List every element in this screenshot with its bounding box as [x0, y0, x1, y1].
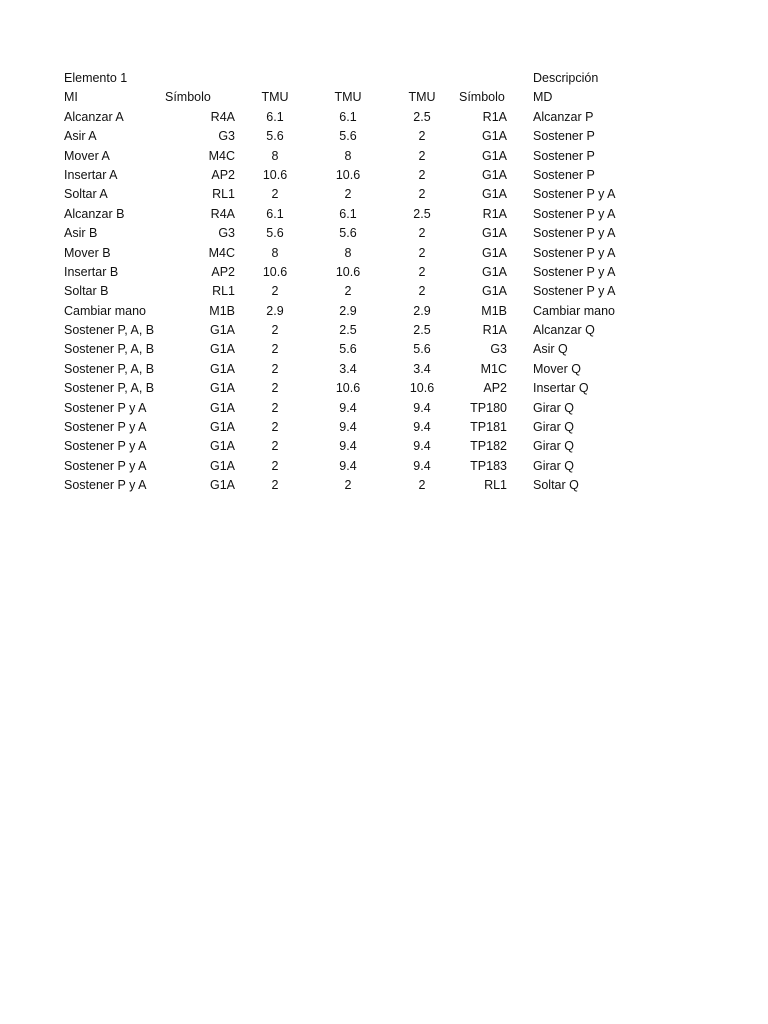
cell-md: Sostener P: [533, 129, 595, 144]
table-row: [0, 476, 768, 495]
title-row: [0, 69, 768, 88]
cell-md: Sostener P y A: [533, 187, 616, 202]
cell-tmu-2: 9.4: [339, 439, 357, 454]
table-row: [0, 379, 768, 398]
cell-mi: Sostener P y A: [64, 400, 147, 415]
cell-tmu-3: 9.4: [413, 420, 431, 435]
cell-tmu-1: 2: [271, 439, 279, 454]
cell-tmu-2: 5.6: [339, 226, 357, 241]
cell-tmu-2: 2.9: [339, 303, 357, 318]
cell-simbolo-2: TP183: [470, 458, 507, 473]
cell-tmu-2: 5.6: [339, 129, 357, 144]
cell-simbolo-2: R1A: [482, 323, 507, 338]
cell-simbolo-2: G3: [490, 342, 507, 357]
table-body: [0, 108, 768, 496]
cell-simbolo: G3: [218, 129, 235, 144]
cell-tmu-1: 2: [271, 458, 279, 473]
cell-simbolo: M1B: [209, 303, 235, 318]
cell-tmu-1: 2: [271, 284, 279, 299]
cell-tmu-2: 8: [344, 245, 352, 260]
cell-simbolo: AP2: [211, 264, 235, 279]
cell-tmu-1: 5.6: [266, 226, 284, 241]
cell-simbolo-2: R1A: [482, 206, 507, 221]
cell-md: Sostener P y A: [533, 206, 616, 221]
cell-tmu-2: 10.6: [335, 264, 361, 279]
cell-md: Alcanzar Q: [533, 323, 595, 338]
cell-simbolo: G1A: [209, 361, 235, 376]
header-simbolo: Símbolo: [165, 90, 211, 105]
cell-mi: Mover A: [64, 148, 110, 163]
cell-tmu-3: 9.4: [413, 458, 431, 473]
cell-tmu-3: 3.4: [413, 361, 431, 376]
cell-tmu-2: 6.1: [339, 206, 357, 221]
header-tmu-2: TMU: [334, 90, 362, 105]
cell-tmu-2: 10.6: [335, 167, 361, 182]
cell-md: Sostener P y A: [533, 245, 616, 260]
cell-md: Soltar Q: [533, 478, 579, 493]
cell-tmu-2: 9.4: [339, 420, 357, 435]
table-row: [0, 437, 768, 456]
table-row: [0, 418, 768, 437]
header-md: MD: [533, 90, 553, 105]
cell-simbolo-2: G1A: [481, 148, 507, 163]
cell-simbolo-2: TP182: [470, 439, 507, 454]
table-row: [0, 127, 768, 146]
cell-md: Insertar Q: [533, 381, 589, 396]
cell-simbolo-2: AP2: [483, 381, 507, 396]
cell-mi: Alcanzar B: [64, 206, 125, 221]
cell-md: Girar Q: [533, 420, 574, 435]
cell-mi: Asir B: [64, 226, 98, 241]
cell-simbolo: R4A: [210, 109, 235, 124]
cell-mi: Soltar A: [64, 187, 108, 202]
header-simbolo-2: Símbolo: [459, 90, 505, 105]
cell-simbolo: M4C: [208, 148, 235, 163]
cell-tmu-3: 2: [418, 226, 426, 241]
cell-simbolo-2: G1A: [481, 129, 507, 144]
cell-simbolo: G1A: [209, 458, 235, 473]
cell-tmu-2: 8: [344, 148, 352, 163]
cell-tmu-2: 2: [344, 478, 352, 493]
cell-mi: Sostener P y A: [64, 478, 147, 493]
header-row: [0, 88, 768, 107]
cell-tmu-1: 2: [271, 187, 279, 202]
cell-simbolo: RL1: [212, 187, 235, 202]
cell-tmu-3: 2.5: [413, 206, 431, 221]
cell-tmu-1: 5.6: [266, 129, 284, 144]
cell-md: Girar Q: [533, 400, 574, 415]
cell-simbolo-2: G1A: [481, 167, 507, 182]
cell-tmu-3: 9.4: [413, 400, 431, 415]
cell-tmu-3: 5.6: [413, 342, 431, 357]
cell-simbolo: R4A: [210, 206, 235, 221]
cell-tmu-2: 10.6: [335, 381, 361, 396]
cell-simbolo-2: G1A: [481, 264, 507, 279]
cell-tmu-1: 2: [271, 478, 279, 493]
cell-tmu-1: 2: [271, 420, 279, 435]
cell-mi: Alcanzar A: [64, 109, 124, 124]
cell-tmu-3: 2: [418, 167, 426, 182]
cell-md: Girar Q: [533, 458, 574, 473]
cell-tmu-1: 6.1: [266, 109, 284, 124]
cell-mi: Sostener P y A: [64, 439, 147, 454]
cell-tmu-3: 2: [418, 284, 426, 299]
cell-tmu-2: 5.6: [339, 342, 357, 357]
cell-simbolo: G1A: [209, 478, 235, 493]
cell-simbolo-2: R1A: [482, 109, 507, 124]
cell-mi: Mover B: [64, 245, 111, 260]
cell-simbolo-2: G1A: [481, 245, 507, 260]
cell-tmu-2: 6.1: [339, 109, 357, 124]
cell-tmu-1: 2: [271, 361, 279, 376]
cell-md: Mover Q: [533, 361, 581, 376]
cell-tmu-2: 3.4: [339, 361, 357, 376]
cell-simbolo-2: RL1: [484, 478, 507, 493]
cell-md: Sostener P y A: [533, 264, 616, 279]
cell-md: Sostener P: [533, 148, 595, 163]
cell-md: Sostener P y A: [533, 226, 616, 241]
table-row: [0, 108, 768, 127]
cell-mi: Cambiar mano: [64, 303, 146, 318]
cell-tmu-1: 8: [271, 245, 279, 260]
cell-simbolo-2: M1B: [481, 303, 507, 318]
table-row: [0, 244, 768, 263]
cell-md: Cambiar mano: [533, 303, 615, 318]
cell-simbolo-2: M1C: [480, 361, 507, 376]
cell-tmu-1: 10.6: [262, 264, 288, 279]
cell-mi: Sostener P, A, B: [64, 381, 155, 396]
cell-tmu-1: 6.1: [266, 206, 284, 221]
cell-simbolo-2: G1A: [481, 187, 507, 202]
cell-tmu-1: 2: [271, 400, 279, 415]
table-row: [0, 224, 768, 243]
cell-simbolo: G1A: [209, 439, 235, 454]
cell-simbolo-2: TP181: [470, 420, 507, 435]
cell-md: Asir Q: [533, 342, 568, 357]
cell-mi: Sostener P, A, B: [64, 361, 155, 376]
cell-tmu-3: 2: [418, 129, 426, 144]
cell-simbolo: G1A: [209, 400, 235, 415]
cell-mi: Sostener P, A, B: [64, 342, 155, 357]
cell-simbolo: G1A: [209, 323, 235, 338]
cell-mi: Asir A: [64, 129, 97, 144]
table-row: [0, 321, 768, 340]
table-row: [0, 302, 768, 321]
cell-tmu-2: 9.4: [339, 400, 357, 415]
cell-md: Girar Q: [533, 439, 574, 454]
cell-simbolo: AP2: [211, 167, 235, 182]
header-mi: MI: [64, 90, 78, 105]
cell-tmu-3: 2.9: [413, 303, 431, 318]
cell-tmu-2: 2.5: [339, 323, 357, 338]
table-row: [0, 205, 768, 224]
cell-tmu-2: 2: [344, 187, 352, 202]
table-row: [0, 457, 768, 476]
cell-md: Alcanzar P: [533, 109, 594, 124]
cell-tmu-1: 2.9: [266, 303, 284, 318]
cell-mi: Sostener P y A: [64, 458, 147, 473]
header-tmu-1: TMU: [261, 90, 289, 105]
cell-tmu-1: 10.6: [262, 167, 288, 182]
table-row: [0, 166, 768, 185]
table-row: [0, 263, 768, 282]
cell-simbolo-2: G1A: [481, 226, 507, 241]
cell-tmu-3: 2: [418, 264, 426, 279]
cell-tmu-1: 2: [271, 342, 279, 357]
cell-tmu-3: 2.5: [413, 109, 431, 124]
cell-mi: Sostener P, A, B: [64, 323, 155, 338]
description-label: Descripción: [533, 71, 599, 85]
cell-tmu-1: 2: [271, 323, 279, 338]
cell-tmu-3: 2: [418, 148, 426, 163]
table-row: [0, 282, 768, 301]
header-tmu-3: TMU: [408, 90, 436, 105]
cell-simbolo: G1A: [209, 420, 235, 435]
cell-tmu-2: 2: [344, 284, 352, 299]
cell-simbolo: G1A: [209, 342, 235, 357]
cell-mi: Insertar A: [64, 167, 118, 182]
table-row: [0, 147, 768, 166]
table-row: [0, 340, 768, 359]
cell-md: Sostener P y A: [533, 284, 616, 299]
cell-tmu-3: 2: [418, 245, 426, 260]
cell-tmu-1: 2: [271, 381, 279, 396]
cell-tmu-3: 2: [418, 478, 426, 493]
cell-mi: Sostener P y A: [64, 420, 147, 435]
table-row: [0, 185, 768, 204]
cell-simbolo: G3: [218, 226, 235, 241]
table-row: [0, 399, 768, 418]
cell-tmu-3: 2.5: [413, 323, 431, 338]
cell-simbolo: G1A: [209, 381, 235, 396]
cell-simbolo-2: G1A: [481, 284, 507, 299]
cell-simbolo: M4C: [208, 245, 235, 260]
cell-tmu-2: 9.4: [339, 458, 357, 473]
cell-tmu-1: 8: [271, 148, 279, 163]
cell-tmu-3: 2: [418, 187, 426, 202]
cell-tmu-3: 10.6: [409, 381, 435, 396]
spreadsheet-table: [0, 69, 768, 496]
cell-md: Sostener P: [533, 167, 595, 182]
cell-mi: Soltar B: [64, 284, 109, 299]
table-row: [0, 360, 768, 379]
element-title: Elemento 1: [64, 71, 128, 85]
cell-simbolo-2: TP180: [470, 400, 507, 415]
cell-tmu-3: 9.4: [413, 439, 431, 454]
cell-mi: Insertar B: [64, 264, 119, 279]
cell-simbolo: RL1: [212, 284, 235, 299]
